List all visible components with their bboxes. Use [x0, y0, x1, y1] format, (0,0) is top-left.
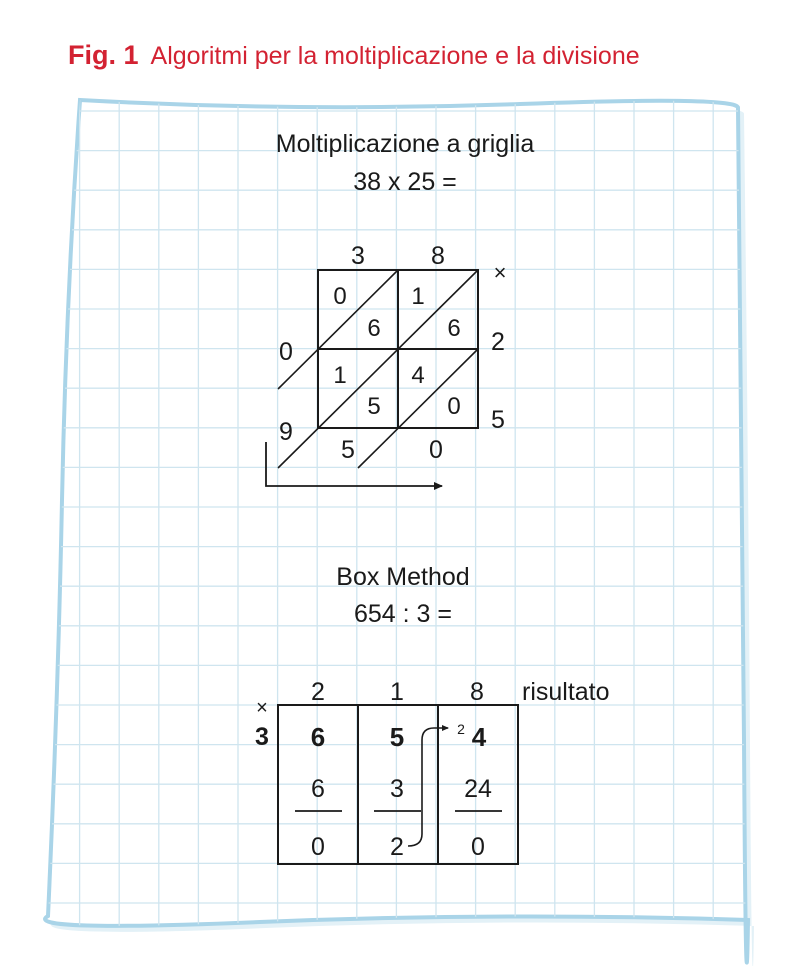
remainder-digit: 0	[471, 833, 485, 861]
result-label: risultato	[522, 678, 610, 706]
divisor: 3	[255, 723, 269, 751]
grid-method-title: Moltiplicazione a griglia	[275, 130, 535, 158]
product-digit: 3	[390, 775, 404, 803]
cell-tens-digit: 0	[333, 283, 347, 310]
multiply-sign: ×	[493, 260, 507, 285]
dividend-digit: 4	[471, 722, 487, 752]
box-method-title: Box Method	[336, 563, 470, 591]
right-digit: 2	[491, 328, 505, 356]
box-method-expression: 654 : 3 =	[354, 600, 452, 628]
remainder-digit: 2	[390, 833, 404, 861]
result-digit-left: 0	[279, 338, 293, 366]
dividend-digit: 6	[310, 722, 326, 752]
cell-tens-digit: 1	[333, 362, 347, 389]
carry-digit: 2	[457, 721, 465, 737]
figure-title: Algoritmi per la moltiplicazione e la divisione	[150, 42, 640, 70]
product-digit: 24	[464, 775, 492, 803]
cell-units-digit: 6	[367, 315, 381, 342]
cell-units-digit: 0	[447, 393, 461, 420]
top-digit: 8	[431, 242, 445, 270]
remainder-digit: 0	[311, 833, 325, 861]
result-digit-bottom: 5	[341, 436, 355, 464]
right-digit: 5	[491, 406, 505, 434]
figure-label: Fig. 1	[68, 40, 139, 70]
result-digit-bottom: 0	[429, 436, 443, 464]
product-digit: 6	[311, 775, 325, 803]
cell-units-digit: 6	[447, 315, 461, 342]
top-digit: 3	[351, 242, 365, 270]
cell-units-digit: 5	[367, 393, 381, 420]
grid-method-expression: 38 x 25 =	[353, 168, 457, 196]
quotient-digit: 1	[390, 678, 404, 706]
quotient-digit: 8	[470, 678, 484, 706]
dividend-digit: 5	[389, 722, 405, 752]
quotient-digit: 2	[311, 678, 325, 706]
box-multiply-sign: ×	[256, 697, 268, 719]
result-digit-left: 9	[279, 418, 293, 446]
cell-tens-digit: 4	[411, 362, 425, 389]
cell-tens-digit: 1	[411, 283, 425, 310]
